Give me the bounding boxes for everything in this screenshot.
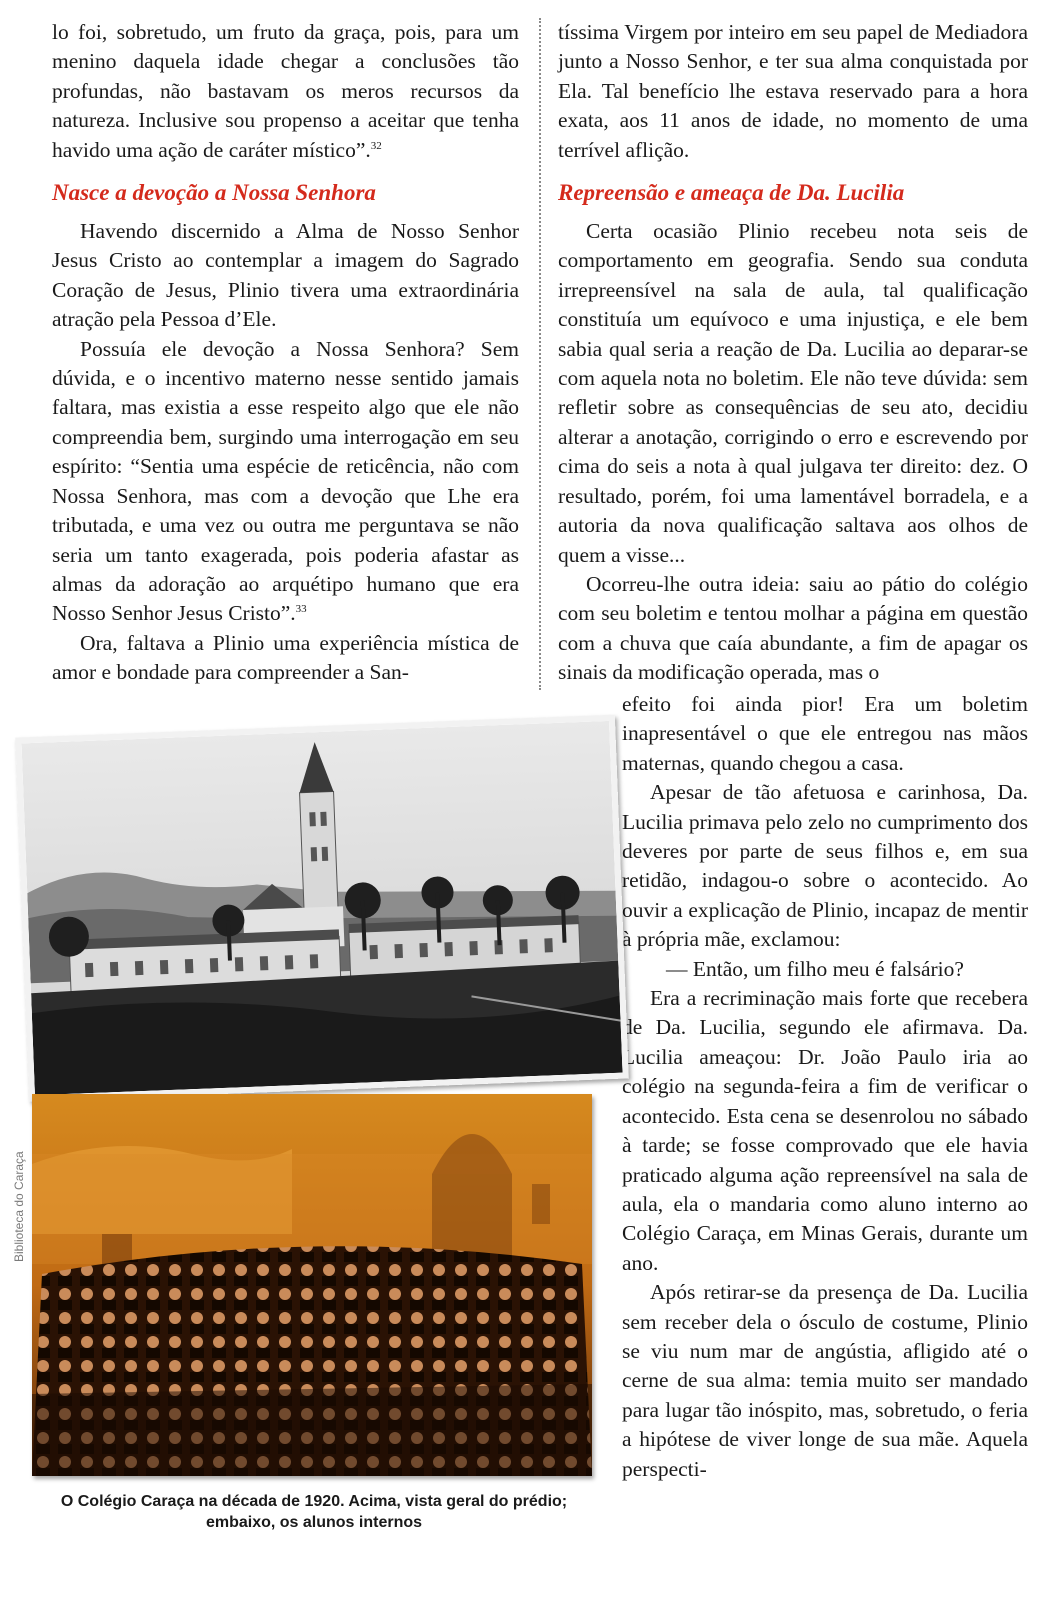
footnote-ref: 32 (370, 139, 382, 152)
paragraph: Ocorreu-lhe outra ideia: saiu ao pátio do colégio com seu boletim e tentou molhar a página em questão com a chuva que caía abundante, a fim de apagar os sinais da modificação operada, mas o (558, 571, 1028, 685)
left-column (52, 18, 519, 688)
photo-credit: Biblioteca do Caraça (12, 1151, 26, 1262)
paragraph: Era a recriminação mais forte que recebera de Da. Lucilia, segundo ele afirmava. Da. Lucilia ameaçou: Dr. João Paulo iria ao colégio na segunda-feira a fim de verificar o acontecido. Esta cena se desenrolou no sábado à tarde; se fosse comprovado que ele havia praticado alguma ação repreensível na sala de aula, ela o mandaria como aluno interno ao Colégio Caraça, em Minas Gerais, durante um ano. (622, 986, 1028, 1275)
students-photo (32, 1094, 592, 1476)
dialog-line: — Então, um filho meu é falsário? (666, 956, 964, 981)
paragraph: Ora, faltava a Plinio uma experiência mística de amor e bondade para compreender a San- (52, 630, 519, 685)
paragraph: Havendo discernido a Alma de Nosso Senhor Jesus Cristo ao contemplar a imagem do Sagrado Coração de Jesus, Plinio tivera uma extraordinária atração pela Pessoa d’Ele. (52, 219, 519, 332)
paragraph: Certa ocasião Plinio recebeu nota seis de comportamento em geografia. Sendo sua conduta irrepreensível na sala de aula, tal qualificação constituía um equívoco e uma injustiça, e ele bem sabia qual seria a reação de Da. Lucilia ao deparar-se com aquela nota no boletim. Ele não teve dúvida: sem refletir sobre as consequências de seu ato, decidiu alterar a anotação, corrigindo o erro e escrevendo por cima do seis a nota à qual julgava ter direito: dez. O resultado, porém, foi uma lamentável borradela, e a autoria da nova qualificação saltava aos olhos de quem a visse... (558, 219, 1028, 567)
college-building-illustration (21, 721, 622, 1095)
paragraph: Apesar de tão afetuosa e carinhosa, Da. Lucilia primava pelo zelo no cumprimento dos deveres por parte de seus filhos e, em sua retidão, indagou-o sobre o acontecido. Ao ouvir a explicação de Plinio, incapaz de mentir à própria mãe, exclamou: (622, 780, 1028, 952)
column-divider (539, 18, 541, 690)
paragraph (52, 18, 519, 165)
paragraph: efeito foi ainda pior! Era um boletim inapresentável o que ele entregou nas mãos maternas, quando chegou a casa. (622, 692, 1028, 775)
paragraph (52, 335, 519, 629)
right-column (558, 18, 1028, 688)
paragraph: tíssima Virgem por inteiro em seu papel de Mediadora junto a Nosso Senhor, e ter sua alma conquistada por Ela. Tal benefício lhe estava reservado para a hora exata, aos 11 anos de idade, no momento de uma terrível aflição. (558, 20, 1028, 162)
paragraph-text: Possuía ele devoção a Nossa Senhora? Sem dúvida, e o incentivo materno nesse sentido jamais faltara, mas existia a esse respeito algo que ele não compreendia bem, surgindo uma interrogação em seu espírito: “Sentia uma espécie de reticência, não com Nossa Senhora, mas com a devoção que Lhe era tributada, e uma vez ou outra me perguntava se não seria um tanto exagerada, pois poderia afastar as almas da adoração ao arquétipo humano que era Nosso Senhor Jesus Cristo”. (52, 336, 519, 626)
section-heading: Repreensão e ameaça de Da. Lucilia (558, 180, 905, 206)
college-photo (15, 715, 629, 1102)
wrap-column (622, 690, 1028, 1484)
figure-caption: O Colégio Caraça na década de 1920. Acima, vista geral do prédio; embaixo, os alunos internos (60, 1493, 568, 1531)
students-group-illustration (32, 1094, 592, 1476)
paragraph-text: lo foi, sobretudo, um fruto da graça, pois, para um menino daquela idade chegar a conclusões tão profundas, não bastavam os meros recursos da natureza. Inclusive sou propenso a aceitar que tenha havido uma ação de caráter místico”. (52, 20, 519, 162)
section-heading: Nasce a devoção a Nossa Senhora (52, 180, 376, 206)
footnote-ref: 33 (295, 603, 307, 616)
paragraph: Após retirar-se da presença de Da. Lucilia sem receber dela o ósculo de costume, Plinio se viu num mar de angústia, afligido até o cerne de sua alma: temia muito ser mandado para lugar tão inóspito, mas, sobretudo, o feria a hipótese de viver longe de sua mãe. Aquela perspecti- (622, 1280, 1028, 1481)
